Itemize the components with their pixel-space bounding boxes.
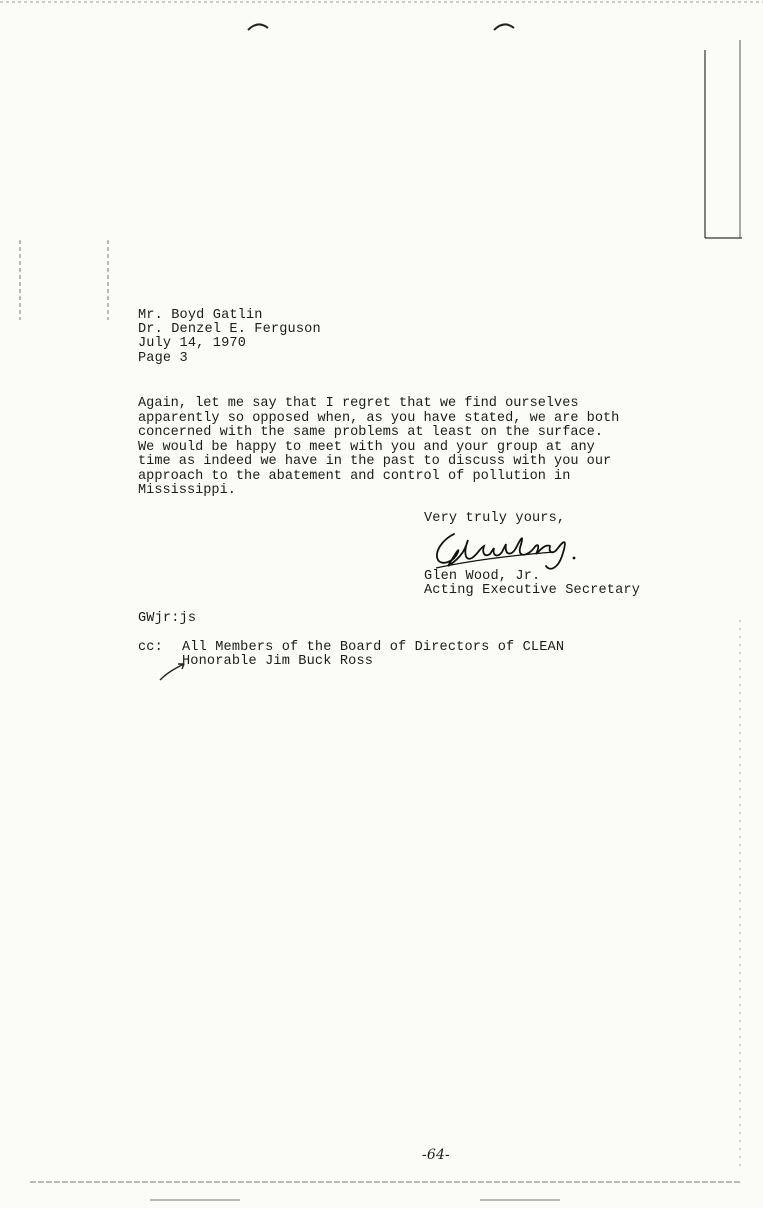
body-line: Mississippi. bbox=[138, 483, 236, 498]
recipient-line-1: Mr. Boyd Gatlin bbox=[138, 308, 263, 323]
page-number: -64- bbox=[422, 1147, 450, 1163]
body-paragraph bbox=[138, 397, 658, 499]
cc-recipient-1: All Members of the Board of Directors of CLEAN bbox=[182, 640, 565, 655]
page-label: Page 3 bbox=[138, 351, 188, 366]
body-line: concerned with the same problems at least on the surface. bbox=[138, 425, 603, 440]
closing: Very truly yours, bbox=[424, 511, 566, 526]
body-line: approach to the abatement and control of pollution in bbox=[138, 468, 571, 484]
recipient-line-2: Dr. Denzel E. Ferguson bbox=[138, 322, 321, 337]
cc-recipient-2: Honorable Jim Buck Ross bbox=[182, 654, 374, 669]
body-line: We would be happy to meet with you and your group at any bbox=[138, 439, 595, 455]
letter-date: July 14, 1970 bbox=[138, 336, 246, 351]
signer-title: Acting Executive Secretary bbox=[424, 583, 640, 598]
reference-initials: GWjr:js bbox=[138, 611, 197, 626]
body-line: Again, let me say that I regret that we find ourselves bbox=[138, 396, 579, 411]
body-line: apparently so opposed when, as you have stated, we are both bbox=[138, 410, 620, 426]
body-line: time as indeed we have in the past to discuss with you our bbox=[138, 454, 612, 469]
checkmark-arrow-icon bbox=[158, 658, 198, 682]
signer-name: Glen Wood, Jr. bbox=[424, 569, 541, 584]
cc-label: cc: bbox=[138, 640, 163, 655]
